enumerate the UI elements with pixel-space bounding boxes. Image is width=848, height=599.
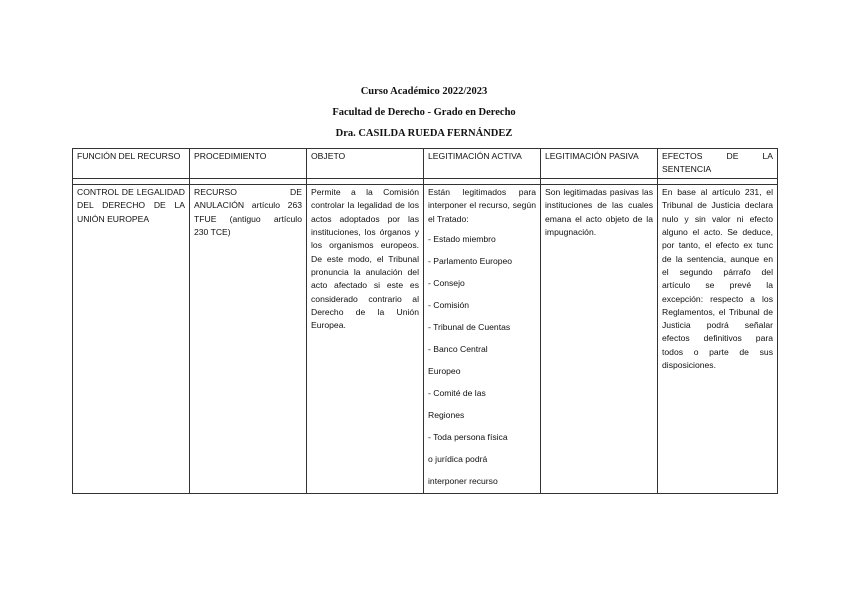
cell-funcion-line3: UNIÓN EUROPEA <box>77 213 150 224</box>
header-procedimiento: PROCEDIMIENTO <box>190 149 307 179</box>
professor-heading: Dra. CASILDA RUEDA FERNÁNDEZ <box>335 128 513 139</box>
cell-procedimiento-line2: ANULACIÓN artículo 263 <box>194 200 302 211</box>
list-item: - Comité de las <box>428 387 486 398</box>
list-item: - Parlamento Europeo <box>428 255 513 266</box>
cell-objeto: Permite a la Comisión controlar la legalidad de los actos adoptados por las instituciones, los órganos y los organismos europeos. De este modo, el Tribunal pronuncia la anulación del acto afectado si este es considerado contrario al Derecho de la Unión Europea. <box>307 185 424 494</box>
header-legitimacion-activa: LEGITIMACIÓN ACTIVA <box>424 149 541 179</box>
cell-procedimiento <box>190 185 307 494</box>
course-year-heading: Curso Académico 2022/2023 <box>360 86 488 97</box>
cell-legitimacion-pasiva: Son legitimadas pasivas las instituciones de las cuales emana el acto objeto de la impugnación. <box>541 185 658 494</box>
header-objeto: OBJETO <box>307 149 424 179</box>
cell-funcion-line2: DEL DERECHO DE LA <box>77 200 185 211</box>
faculty-heading: Facultad de Derecho - Grado en Derecho <box>332 107 516 118</box>
cell-procedimiento-line3: TFUE (antiguo artículo <box>194 213 302 224</box>
legitimacion-activa-intro: Están legitimados para interponer el recurso, según el Tratado: <box>428 187 536 224</box>
list-item: o jurídica podrá <box>428 453 488 464</box>
header-efectos-line1: EFECTOS DE LA <box>662 151 773 161</box>
header-funcion: FUNCIÓN DEL RECURSO <box>73 149 190 179</box>
cell-procedimiento-line1: RECURSO DE <box>194 187 302 197</box>
list-item: - Comisión <box>428 299 470 310</box>
table-header-row <box>73 149 778 179</box>
header-efectos <box>658 149 778 179</box>
cell-efectos: En base al artículo 231, el Tribunal de Justicia declara nulo y sin valor ni efecto alguno el acto. Se deduce, por tanto, el efecto ex tunc de la sentencia, aunque en el segundo párrafo del artículo se prevé la excepción: respecto a los Reglamentos, el Tribunal de Justicia podrá señalar efectos definitivos para todos o parte de sus disposiciones. <box>658 185 778 494</box>
header-legitimacion-pasiva: LEGITIMACIÓN PASIVA <box>541 149 658 179</box>
list-item: interponer recurso <box>428 475 498 486</box>
list-item: Europeo <box>428 365 461 376</box>
recurso-table <box>72 148 778 494</box>
list-item: - Toda persona física <box>428 431 508 442</box>
table-row <box>73 185 778 494</box>
cell-procedimiento-line4: 230 TCE) <box>194 226 231 237</box>
list-item: Regiones <box>428 409 465 420</box>
cell-legitimacion-activa <box>424 185 541 494</box>
header-efectos-line2: SENTENCIA <box>662 164 712 175</box>
list-item: - Consejo <box>428 277 465 288</box>
cell-funcion <box>73 185 190 494</box>
list-item: - Estado miembro <box>428 233 496 244</box>
list-item: - Tribunal de Cuentas <box>428 321 511 332</box>
cell-funcion-line1: CONTROL DE LEGALIDAD <box>77 187 185 197</box>
list-item: - Banco Central <box>428 343 488 354</box>
